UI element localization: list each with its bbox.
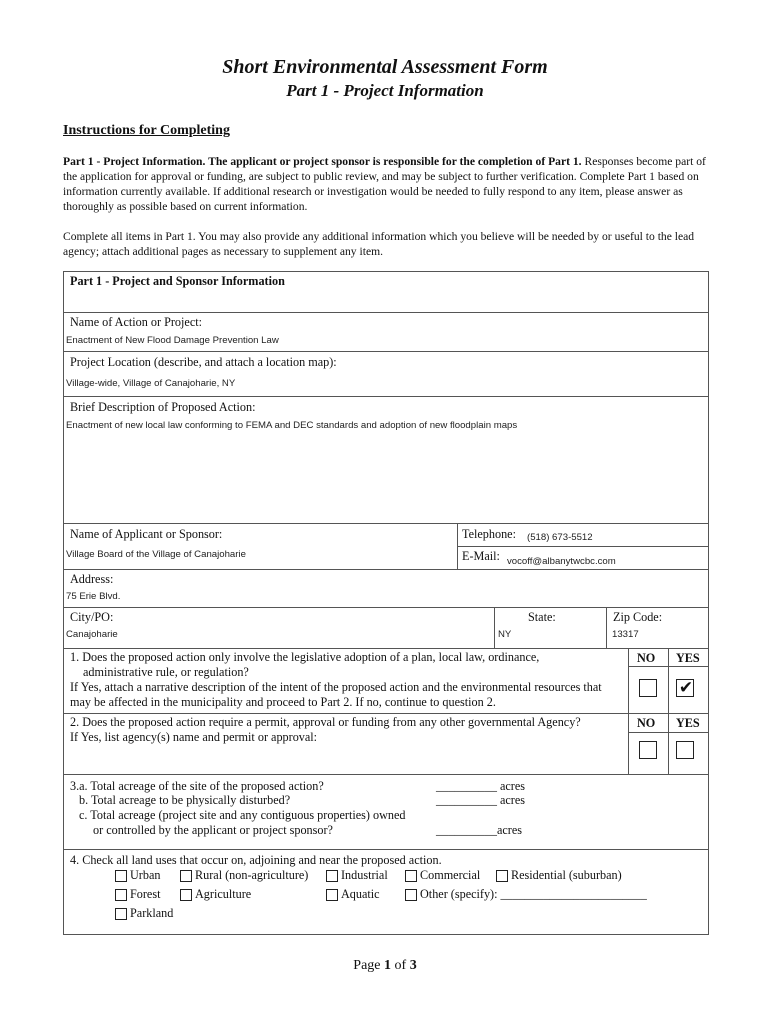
- action-label: Name of Action or Project:: [70, 315, 202, 329]
- instructions-heading: Instructions for Completing: [63, 123, 230, 138]
- email-field[interactable]: vocoff@albanytwcbc.com: [507, 556, 616, 567]
- urban-label: Urban: [130, 868, 161, 882]
- other-checkbox[interactable]: [405, 889, 417, 901]
- other-label: Other (specify): ________________________: [420, 887, 647, 901]
- zip-field[interactable]: 13317: [612, 629, 639, 640]
- page-number: 1: [384, 958, 392, 973]
- q3c-text-2: or controlled by the applicant or project sponsor?: [93, 823, 333, 837]
- rural-label: Rural (non-agriculture): [195, 868, 309, 882]
- forest-label: Forest: [130, 887, 161, 901]
- telephone-label: Telephone:: [462, 527, 516, 541]
- q1-yes-label: YES: [676, 651, 700, 665]
- state-label: State:: [528, 610, 556, 624]
- aquatic-label: Aquatic: [341, 887, 380, 901]
- forest-checkbox[interactable]: [115, 889, 127, 901]
- form-title: Short Environmental Assessment Form: [222, 56, 548, 78]
- q3b-text: b. Total acreage to be physically disturbed?: [79, 793, 291, 807]
- residential-label: Residential (suburban): [511, 868, 622, 882]
- q2-no-label: NO: [637, 716, 656, 730]
- q3c-acres-field[interactable]: __________acres: [436, 823, 522, 837]
- city-label: City/PO:: [70, 610, 114, 624]
- q2-yes-label: YES: [676, 716, 700, 730]
- industrial-checkbox[interactable]: [326, 870, 338, 882]
- instructions-paragraph-1: [63, 154, 713, 214]
- q2-yes-checkbox[interactable]: [676, 741, 694, 759]
- description-field[interactable]: Enactment of new local law conforming to FEMA and DEC standards and adoption of new floodplain maps: [66, 420, 518, 431]
- q3a-text: 3.a. Total acreage of the site of the proposed action?: [70, 779, 324, 793]
- q2-no-checkbox[interactable]: [639, 741, 657, 759]
- address-label: Address:: [70, 572, 114, 586]
- commercial-checkbox[interactable]: [405, 870, 417, 882]
- aquatic-checkbox[interactable]: [326, 889, 338, 901]
- q1-line-3: If Yes, attach a narrative description of the intent of the proposed action and the environmental resources that: [70, 680, 602, 694]
- address-field[interactable]: 75 Erie Blvd.: [66, 591, 121, 602]
- agriculture-label: Agriculture: [195, 887, 252, 901]
- q1-no-label: NO: [637, 651, 656, 665]
- q3b-acres-field[interactable]: __________ acres: [436, 793, 526, 807]
- q1-line-1: 1. Does the proposed action only involve the legislative adoption of a plan, local law, ordinance,: [70, 650, 540, 664]
- q3a-acres-field[interactable]: __________ acres: [436, 779, 526, 793]
- parkland-checkbox[interactable]: [115, 908, 127, 920]
- instructions-paragraph-1-bold: Part 1 - Project Information. The applicant or project sponsor is responsible for the completion of Part 1.: [63, 155, 582, 168]
- residential-checkbox[interactable]: [496, 870, 508, 882]
- instructions-paragraph-1-rest: Responses become part of the application for approval or funding, are subject to public review, and may be subject to further verification. Complete Part 1 based on information currently available. If additional research or investigation would be needed to fully respond to any item, please answer as thoroughly as possible based on current information.: [63, 155, 706, 213]
- description-label: Brief Description of Proposed Action:: [70, 400, 256, 414]
- q1-line-4: may be affected in the municipality and proceed to Part 2. If no, continue to question 2.: [70, 695, 496, 709]
- rural-checkbox[interactable]: [180, 870, 192, 882]
- zip-label: Zip Code:: [613, 610, 663, 624]
- applicant-label: Name of Applicant or Sponsor:: [70, 527, 223, 541]
- parkland-label: Parkland: [130, 906, 174, 920]
- email-label: E-Mail:: [462, 549, 500, 563]
- page-mid: of: [391, 958, 410, 973]
- city-field[interactable]: Canajoharie: [66, 629, 118, 640]
- section-title: Part 1 - Project and Sponsor Information: [70, 274, 285, 288]
- q1-yes-checkbox[interactable]: [676, 679, 694, 697]
- agriculture-checkbox[interactable]: [180, 889, 192, 901]
- urban-checkbox[interactable]: [115, 870, 127, 882]
- page-indicator: [0, 958, 770, 974]
- q3c-text-1: c. Total acreage (project site and any contiguous properties) owned: [79, 808, 406, 822]
- action-field[interactable]: Enactment of New Flood Damage Prevention Law: [66, 335, 279, 346]
- page-total: 3: [409, 958, 417, 973]
- q2-line-1: 2. Does the proposed action require a permit, approval or funding from any other governmental Agency?: [70, 715, 581, 729]
- q1-no-checkbox[interactable]: [639, 679, 657, 697]
- instructions-paragraph-2: Complete all items in Part 1. You may also provide any additional information which you believe will be needed by or useful to the lead agency; attach additional pages as necessary to supplement any item.: [63, 230, 695, 258]
- commercial-label: Commercial: [420, 868, 481, 882]
- page-prefix: Page: [353, 958, 385, 973]
- location-field[interactable]: Village-wide, Village of Canajoharie, NY: [66, 378, 236, 389]
- form-subtitle: Part 1 - Project Information: [286, 81, 484, 100]
- q1-line-2: administrative rule, or regulation?: [83, 665, 249, 679]
- check-mark-icon: ✔: [678, 678, 694, 698]
- industrial-label: Industrial: [341, 868, 388, 882]
- applicant-field[interactable]: Village Board of the Village of Canajoharie: [66, 549, 246, 560]
- telephone-field[interactable]: (518) 673-5512: [527, 532, 593, 543]
- state-field[interactable]: NY: [498, 629, 512, 640]
- q4-text: 4. Check all land uses that occur on, adjoining and near the proposed action.: [70, 853, 442, 867]
- q2-line-2: If Yes, list agency(s) name and permit or approval:: [70, 730, 318, 744]
- location-label: Project Location (describe, and attach a location map):: [70, 355, 337, 369]
